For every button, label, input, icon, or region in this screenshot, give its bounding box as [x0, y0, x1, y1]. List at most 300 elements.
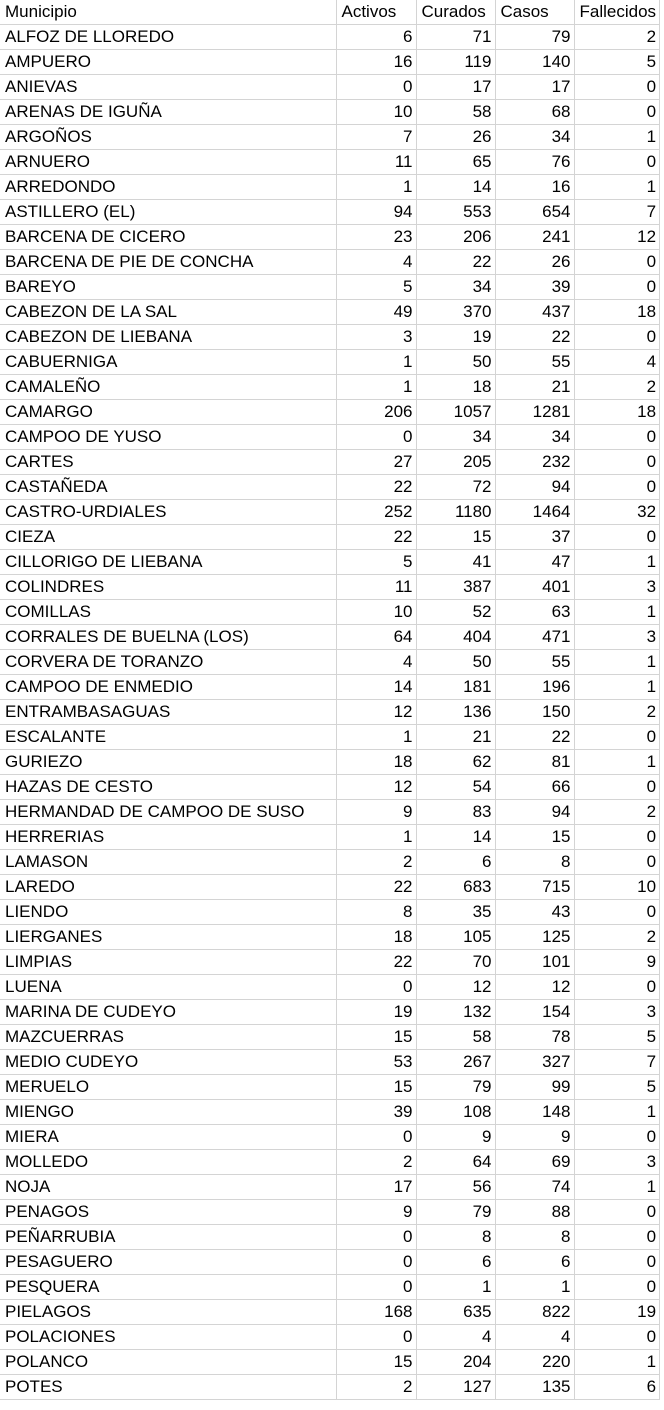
header-municipio[interactable]: Municipio — [0, 0, 336, 25]
cell-curados[interactable]: 62 — [416, 750, 495, 775]
cell-municipio[interactable]: ARENAS DE IGUÑA — [0, 100, 336, 125]
cell-municipio[interactable]: ASTILLERO (EL) — [0, 200, 336, 225]
cell-municipio[interactable]: GURIEZO — [0, 750, 336, 775]
cell-curados[interactable]: 267 — [416, 1050, 495, 1075]
header-row — [0, 0, 660, 25]
cell-casos[interactable]: 232 — [495, 450, 574, 475]
cell-municipio[interactable]: ARNUERO — [0, 150, 336, 175]
cell-curados[interactable]: 18 — [416, 375, 495, 400]
cell-fallecidos[interactable]: 0 — [574, 475, 660, 500]
cell-activos[interactable]: 19 — [336, 1000, 416, 1025]
cell-curados[interactable]: 206 — [416, 225, 495, 250]
cell-activos[interactable]: 3 — [336, 325, 416, 350]
cell-fallecidos[interactable]: 3 — [574, 1150, 660, 1175]
cell-casos[interactable]: 125 — [495, 925, 574, 950]
cell-fallecidos[interactable]: 1 — [574, 750, 660, 775]
cell-casos[interactable]: 74 — [495, 1175, 574, 1200]
cell-activos[interactable]: 5 — [336, 275, 416, 300]
cell-casos[interactable]: 63 — [495, 600, 574, 625]
table-row — [0, 1225, 660, 1250]
cell-municipio[interactable]: BARCENA DE CICERO — [0, 225, 336, 250]
table-row — [0, 525, 660, 550]
cell-activos[interactable]: 1 — [336, 375, 416, 400]
cell-fallecidos[interactable]: 0 — [574, 1275, 660, 1300]
cell-municipio[interactable]: LIERGANES — [0, 925, 336, 950]
cell-casos[interactable]: 241 — [495, 225, 574, 250]
cell-fallecidos[interactable]: 5 — [574, 1025, 660, 1050]
table-row — [0, 1325, 660, 1350]
cell-fallecidos[interactable]: 0 — [574, 425, 660, 450]
cell-casos[interactable]: 78 — [495, 1025, 574, 1050]
cell-curados[interactable]: 56 — [416, 1175, 495, 1200]
cell-activos[interactable]: 22 — [336, 525, 416, 550]
cell-fallecidos[interactable]: 1 — [574, 125, 660, 150]
cell-fallecidos[interactable]: 5 — [574, 1075, 660, 1100]
cell-curados[interactable]: 34 — [416, 425, 495, 450]
cell-activos[interactable]: 0 — [336, 1250, 416, 1275]
cell-fallecidos[interactable]: 3 — [574, 1000, 660, 1025]
cell-fallecidos[interactable]: 32 — [574, 500, 660, 525]
cell-fallecidos[interactable]: 1 — [574, 1350, 660, 1375]
cell-casos[interactable]: 8 — [495, 850, 574, 875]
cell-municipio[interactable]: MARINA DE CUDEYO — [0, 1000, 336, 1025]
cell-municipio[interactable]: ALFOZ DE LLOREDO — [0, 25, 336, 50]
cell-casos[interactable]: 401 — [495, 575, 574, 600]
cell-municipio[interactable]: COLINDRES — [0, 575, 336, 600]
cell-fallecidos[interactable]: 1 — [574, 1175, 660, 1200]
cell-fallecidos[interactable]: 18 — [574, 400, 660, 425]
cell-curados[interactable]: 64 — [416, 1150, 495, 1175]
cell-curados[interactable]: 58 — [416, 100, 495, 125]
cell-fallecidos[interactable]: 4 — [574, 350, 660, 375]
header-fallecidos[interactable]: Fallecidos — [574, 0, 660, 25]
cell-fallecidos[interactable]: 3 — [574, 575, 660, 600]
cell-casos[interactable]: 81 — [495, 750, 574, 775]
cell-municipio[interactable]: COMILLAS — [0, 600, 336, 625]
header-activos[interactable]: Activos — [336, 0, 416, 25]
cell-fallecidos[interactable]: 0 — [574, 1250, 660, 1275]
cell-municipio[interactable]: LUENA — [0, 975, 336, 1000]
cell-casos[interactable]: 148 — [495, 1100, 574, 1125]
table-row — [0, 675, 660, 700]
cell-curados[interactable]: 21 — [416, 725, 495, 750]
cell-fallecidos[interactable]: 0 — [574, 275, 660, 300]
cell-municipio[interactable]: ARGOÑOS — [0, 125, 336, 150]
cell-activos[interactable]: 0 — [336, 1225, 416, 1250]
cell-municipio[interactable]: CAMPOO DE ENMEDIO — [0, 675, 336, 700]
cell-casos[interactable]: 34 — [495, 425, 574, 450]
cell-fallecidos[interactable]: 12 — [574, 225, 660, 250]
cell-fallecidos[interactable]: 0 — [574, 250, 660, 275]
cell-fallecidos[interactable]: 1 — [574, 175, 660, 200]
cell-fallecidos[interactable]: 0 — [574, 1125, 660, 1150]
cell-curados[interactable]: 683 — [416, 875, 495, 900]
cell-casos[interactable]: 822 — [495, 1300, 574, 1325]
cell-activos[interactable]: 0 — [336, 975, 416, 1000]
cell-municipio[interactable]: MOLLEDO — [0, 1150, 336, 1175]
table-row — [0, 775, 660, 800]
cell-casos[interactable]: 715 — [495, 875, 574, 900]
cell-municipio[interactable]: POLANCO — [0, 1350, 336, 1375]
cell-casos[interactable]: 79 — [495, 25, 574, 50]
cell-municipio[interactable]: ENTRAMBASAGUAS — [0, 700, 336, 725]
cell-casos[interactable]: 26 — [495, 250, 574, 275]
cell-curados[interactable]: 635 — [416, 1300, 495, 1325]
cell-municipio[interactable]: CORRALES DE BUELNA (LOS) — [0, 625, 336, 650]
cell-fallecidos[interactable]: 0 — [574, 525, 660, 550]
cell-activos[interactable]: 18 — [336, 750, 416, 775]
cell-casos[interactable]: 55 — [495, 350, 574, 375]
cell-casos[interactable]: 437 — [495, 300, 574, 325]
cell-municipio[interactable]: PESAGUERO — [0, 1250, 336, 1275]
cell-curados[interactable]: 14 — [416, 175, 495, 200]
cell-activos[interactable]: 4 — [336, 650, 416, 675]
cell-activos[interactable]: 0 — [336, 425, 416, 450]
cell-curados[interactable]: 181 — [416, 675, 495, 700]
cell-casos[interactable]: 94 — [495, 475, 574, 500]
cell-curados[interactable]: 127 — [416, 1375, 495, 1400]
cell-municipio[interactable]: CASTAÑEDA — [0, 475, 336, 500]
cell-municipio[interactable]: MEDIO CUDEYO — [0, 1050, 336, 1075]
cell-activos[interactable]: 11 — [336, 150, 416, 175]
cell-fallecidos[interactable]: 0 — [574, 825, 660, 850]
cell-casos[interactable]: 43 — [495, 900, 574, 925]
cell-fallecidos[interactable]: 18 — [574, 300, 660, 325]
cell-municipio[interactable]: POTES — [0, 1375, 336, 1400]
cell-casos[interactable]: 471 — [495, 625, 574, 650]
cell-activos[interactable]: 94 — [336, 200, 416, 225]
cell-activos[interactable]: 2 — [336, 1375, 416, 1400]
cell-fallecidos[interactable]: 0 — [574, 450, 660, 475]
cell-fallecidos[interactable]: 1 — [574, 1100, 660, 1125]
cell-municipio[interactable]: ARREDONDO — [0, 175, 336, 200]
cell-curados[interactable]: 404 — [416, 625, 495, 650]
cell-municipio[interactable]: ANIEVAS — [0, 75, 336, 100]
cell-curados[interactable]: 83 — [416, 800, 495, 825]
cell-activos[interactable]: 0 — [336, 75, 416, 100]
cell-casos[interactable]: 6 — [495, 1250, 574, 1275]
cell-curados[interactable]: 553 — [416, 200, 495, 225]
cell-municipio[interactable]: HAZAS DE CESTO — [0, 775, 336, 800]
cell-fallecidos[interactable]: 5 — [574, 50, 660, 75]
cell-activos[interactable]: 1 — [336, 350, 416, 375]
cell-casos[interactable]: 140 — [495, 50, 574, 75]
cell-curados[interactable]: 132 — [416, 1000, 495, 1025]
cell-casos[interactable]: 8 — [495, 1225, 574, 1250]
cell-municipio[interactable]: MAZCUERRAS — [0, 1025, 336, 1050]
cell-activos[interactable]: 16 — [336, 50, 416, 75]
cell-municipio[interactable]: NOJA — [0, 1175, 336, 1200]
cell-curados[interactable]: 4 — [416, 1325, 495, 1350]
cell-casos[interactable]: 101 — [495, 950, 574, 975]
cell-casos[interactable]: 99 — [495, 1075, 574, 1100]
cell-activos[interactable]: 22 — [336, 950, 416, 975]
cell-casos[interactable]: 76 — [495, 150, 574, 175]
cell-municipio[interactable]: CILLORIGO DE LIEBANA — [0, 550, 336, 575]
cell-curados[interactable]: 34 — [416, 275, 495, 300]
cell-curados[interactable]: 6 — [416, 1250, 495, 1275]
cell-fallecidos[interactable]: 1 — [574, 675, 660, 700]
cell-municipio[interactable]: CABEZON DE LIEBANA — [0, 325, 336, 350]
cell-casos[interactable]: 654 — [495, 200, 574, 225]
cell-activos[interactable]: 0 — [336, 1125, 416, 1150]
cell-casos[interactable]: 22 — [495, 325, 574, 350]
cell-curados[interactable]: 8 — [416, 1225, 495, 1250]
cell-municipio[interactable]: CABUERNIGA — [0, 350, 336, 375]
cell-curados[interactable]: 387 — [416, 575, 495, 600]
cell-curados[interactable]: 52 — [416, 600, 495, 625]
cell-municipio[interactable]: MIERA — [0, 1125, 336, 1150]
cell-activos[interactable]: 0 — [336, 1275, 416, 1300]
cell-curados[interactable]: 26 — [416, 125, 495, 150]
cell-municipio[interactable]: LIMPIAS — [0, 950, 336, 975]
cell-curados[interactable]: 205 — [416, 450, 495, 475]
cell-curados[interactable]: 70 — [416, 950, 495, 975]
table-row — [0, 275, 660, 300]
cell-fallecidos[interactable]: 2 — [574, 375, 660, 400]
cell-municipio[interactable]: CAMALEÑO — [0, 375, 336, 400]
table-row — [0, 1150, 660, 1175]
cell-activos[interactable]: 168 — [336, 1300, 416, 1325]
cell-casos[interactable]: 47 — [495, 550, 574, 575]
cell-casos[interactable]: 16 — [495, 175, 574, 200]
cell-curados[interactable]: 79 — [416, 1075, 495, 1100]
cell-fallecidos[interactable]: 0 — [574, 1225, 660, 1250]
cell-casos[interactable]: 66 — [495, 775, 574, 800]
cell-activos[interactable]: 9 — [336, 1200, 416, 1225]
cell-casos[interactable]: 220 — [495, 1350, 574, 1375]
cell-curados[interactable]: 58 — [416, 1025, 495, 1050]
cell-activos[interactable]: 15 — [336, 1075, 416, 1100]
cell-municipio[interactable]: LAMASON — [0, 850, 336, 875]
cell-activos[interactable]: 252 — [336, 500, 416, 525]
cell-fallecidos[interactable]: 2 — [574, 25, 660, 50]
cell-activos[interactable]: 27 — [336, 450, 416, 475]
cell-casos[interactable]: 1281 — [495, 400, 574, 425]
cell-municipio[interactable]: CABEZON DE LA SAL — [0, 300, 336, 325]
table-row — [0, 1350, 660, 1375]
cell-fallecidos[interactable]: 0 — [574, 900, 660, 925]
cell-activos[interactable]: 22 — [336, 475, 416, 500]
cell-casos[interactable]: 135 — [495, 1375, 574, 1400]
cell-curados[interactable]: 108 — [416, 1100, 495, 1125]
cell-casos[interactable]: 4 — [495, 1325, 574, 1350]
table-row — [0, 100, 660, 125]
cell-fallecidos[interactable]: 0 — [574, 100, 660, 125]
cell-municipio[interactable]: AMPUERO — [0, 50, 336, 75]
cell-activos[interactable]: 22 — [336, 875, 416, 900]
cell-fallecidos[interactable]: 0 — [574, 325, 660, 350]
cell-fallecidos[interactable]: 0 — [574, 75, 660, 100]
cell-municipio[interactable]: PENAGOS — [0, 1200, 336, 1225]
cell-fallecidos[interactable]: 1 — [574, 550, 660, 575]
cell-fallecidos[interactable]: 3 — [574, 625, 660, 650]
cell-activos[interactable]: 5 — [336, 550, 416, 575]
cell-curados[interactable]: 9 — [416, 1125, 495, 1150]
cell-activos[interactable]: 64 — [336, 625, 416, 650]
cell-curados[interactable]: 22 — [416, 250, 495, 275]
table-row — [0, 225, 660, 250]
table-row — [0, 25, 660, 50]
cell-curados[interactable]: 65 — [416, 150, 495, 175]
cell-municipio[interactable]: MIENGO — [0, 1100, 336, 1125]
cell-activos[interactable]: 1 — [336, 175, 416, 200]
cell-activos[interactable]: 206 — [336, 400, 416, 425]
cell-activos[interactable]: 11 — [336, 575, 416, 600]
cell-casos[interactable]: 94 — [495, 800, 574, 825]
cell-activos[interactable]: 10 — [336, 100, 416, 125]
cell-activos[interactable]: 18 — [336, 925, 416, 950]
cell-curados[interactable]: 12 — [416, 975, 495, 1000]
cell-curados[interactable]: 50 — [416, 650, 495, 675]
cell-casos[interactable]: 88 — [495, 1200, 574, 1225]
cell-casos[interactable]: 69 — [495, 1150, 574, 1175]
header-casos[interactable]: Casos — [495, 0, 574, 25]
cell-fallecidos[interactable]: 10 — [574, 875, 660, 900]
cell-activos[interactable]: 8 — [336, 900, 416, 925]
cell-curados[interactable]: 136 — [416, 700, 495, 725]
cell-activos[interactable]: 14 — [336, 675, 416, 700]
cell-casos[interactable]: 17 — [495, 75, 574, 100]
cell-casos[interactable]: 22 — [495, 725, 574, 750]
cell-activos[interactable]: 6 — [336, 25, 416, 50]
cell-municipio[interactable]: CAMARGO — [0, 400, 336, 425]
cell-casos[interactable]: 327 — [495, 1050, 574, 1075]
cell-curados[interactable]: 54 — [416, 775, 495, 800]
cell-casos[interactable]: 154 — [495, 1000, 574, 1025]
cell-casos[interactable]: 12 — [495, 975, 574, 1000]
cell-curados[interactable]: 1180 — [416, 500, 495, 525]
cell-casos[interactable]: 34 — [495, 125, 574, 150]
cell-municipio[interactable]: ESCALANTE — [0, 725, 336, 750]
cell-activos[interactable]: 1 — [336, 725, 416, 750]
cell-curados[interactable]: 19 — [416, 325, 495, 350]
cell-fallecidos[interactable]: 0 — [574, 1200, 660, 1225]
cell-curados[interactable]: 71 — [416, 25, 495, 50]
cell-fallecidos[interactable]: 2 — [574, 800, 660, 825]
cell-municipio[interactable]: HERRERIAS — [0, 825, 336, 850]
table-row — [0, 1125, 660, 1150]
cell-casos[interactable]: 55 — [495, 650, 574, 675]
cell-casos[interactable]: 1 — [495, 1275, 574, 1300]
cell-curados[interactable]: 6 — [416, 850, 495, 875]
cell-municipio[interactable]: PIELAGOS — [0, 1300, 336, 1325]
cell-fallecidos[interactable]: 2 — [574, 700, 660, 725]
cell-curados[interactable]: 79 — [416, 1200, 495, 1225]
cell-fallecidos[interactable]: 9 — [574, 950, 660, 975]
cell-activos[interactable]: 53 — [336, 1050, 416, 1075]
cell-municipio[interactable]: PESQUERA — [0, 1275, 336, 1300]
cell-municipio[interactable]: BAREYO — [0, 275, 336, 300]
cell-activos[interactable]: 12 — [336, 700, 416, 725]
cell-curados[interactable]: 41 — [416, 550, 495, 575]
cell-activos[interactable]: 23 — [336, 225, 416, 250]
cell-municipio[interactable]: CIEZA — [0, 525, 336, 550]
cell-fallecidos[interactable]: 7 — [574, 1050, 660, 1075]
table-row — [0, 1025, 660, 1050]
cell-curados[interactable]: 119 — [416, 50, 495, 75]
cell-municipio[interactable]: HERMANDAD DE CAMPOO DE SUSO — [0, 800, 336, 825]
cell-fallecidos[interactable]: 1 — [574, 650, 660, 675]
cell-casos[interactable]: 196 — [495, 675, 574, 700]
cell-municipio[interactable]: PEÑARRUBIA — [0, 1225, 336, 1250]
cell-fallecidos[interactable]: 0 — [574, 775, 660, 800]
cell-activos[interactable]: 0 — [336, 1325, 416, 1350]
cell-curados[interactable]: 204 — [416, 1350, 495, 1375]
table-row — [0, 800, 660, 825]
cell-curados[interactable]: 72 — [416, 475, 495, 500]
cell-fallecidos[interactable]: 1 — [574, 600, 660, 625]
header-curados[interactable]: Curados — [416, 0, 495, 25]
table-row — [0, 450, 660, 475]
cell-activos[interactable]: 39 — [336, 1100, 416, 1125]
cell-casos[interactable]: 39 — [495, 275, 574, 300]
table-row — [0, 825, 660, 850]
cell-curados[interactable]: 50 — [416, 350, 495, 375]
table-row — [0, 300, 660, 325]
cell-curados[interactable]: 35 — [416, 900, 495, 925]
cell-fallecidos[interactable]: 0 — [574, 850, 660, 875]
cell-municipio[interactable]: MERUELO — [0, 1075, 336, 1100]
cell-fallecidos[interactable]: 0 — [574, 1325, 660, 1350]
cell-activos[interactable]: 12 — [336, 775, 416, 800]
cell-curados[interactable]: 14 — [416, 825, 495, 850]
cell-activos[interactable]: 10 — [336, 600, 416, 625]
cell-fallecidos[interactable]: 6 — [574, 1375, 660, 1400]
cell-curados[interactable]: 17 — [416, 75, 495, 100]
cell-activos[interactable]: 4 — [336, 250, 416, 275]
cell-municipio[interactable]: CASTRO-URDIALES — [0, 500, 336, 525]
cell-activos[interactable]: 9 — [336, 800, 416, 825]
table-row — [0, 1375, 660, 1400]
cell-fallecidos[interactable]: 0 — [574, 725, 660, 750]
cell-fallecidos[interactable]: 2 — [574, 925, 660, 950]
cell-activos[interactable]: 17 — [336, 1175, 416, 1200]
cell-municipio[interactable]: CAMPOO DE YUSO — [0, 425, 336, 450]
cell-fallecidos[interactable]: 19 — [574, 1300, 660, 1325]
cell-municipio[interactable]: CORVERA DE TORANZO — [0, 650, 336, 675]
cell-casos[interactable]: 37 — [495, 525, 574, 550]
cell-casos[interactable]: 15 — [495, 825, 574, 850]
cell-activos[interactable]: 2 — [336, 850, 416, 875]
cell-municipio[interactable]: LIENDO — [0, 900, 336, 925]
cell-curados[interactable]: 1057 — [416, 400, 495, 425]
cell-curados[interactable]: 370 — [416, 300, 495, 325]
cell-municipio[interactable]: CARTES — [0, 450, 336, 475]
cell-activos[interactable]: 15 — [336, 1025, 416, 1050]
cell-casos[interactable]: 1464 — [495, 500, 574, 525]
cell-municipio[interactable]: POLACIONES — [0, 1325, 336, 1350]
cell-casos[interactable]: 68 — [495, 100, 574, 125]
cell-curados[interactable]: 15 — [416, 525, 495, 550]
cell-activos[interactable]: 15 — [336, 1350, 416, 1375]
cell-activos[interactable]: 1 — [336, 825, 416, 850]
cell-activos[interactable]: 7 — [336, 125, 416, 150]
cell-fallecidos[interactable]: 0 — [574, 150, 660, 175]
cell-casos[interactable]: 21 — [495, 375, 574, 400]
cell-fallecidos[interactable]: 7 — [574, 200, 660, 225]
cell-activos[interactable]: 49 — [336, 300, 416, 325]
cell-municipio[interactable]: BARCENA DE PIE DE CONCHA — [0, 250, 336, 275]
cell-curados[interactable]: 1 — [416, 1275, 495, 1300]
cell-casos[interactable]: 150 — [495, 700, 574, 725]
cell-municipio[interactable]: LAREDO — [0, 875, 336, 900]
table-row — [0, 400, 660, 425]
cell-casos[interactable]: 9 — [495, 1125, 574, 1150]
cell-activos[interactable]: 2 — [336, 1150, 416, 1175]
cell-fallecidos[interactable]: 0 — [574, 975, 660, 1000]
cell-curados[interactable]: 105 — [416, 925, 495, 950]
